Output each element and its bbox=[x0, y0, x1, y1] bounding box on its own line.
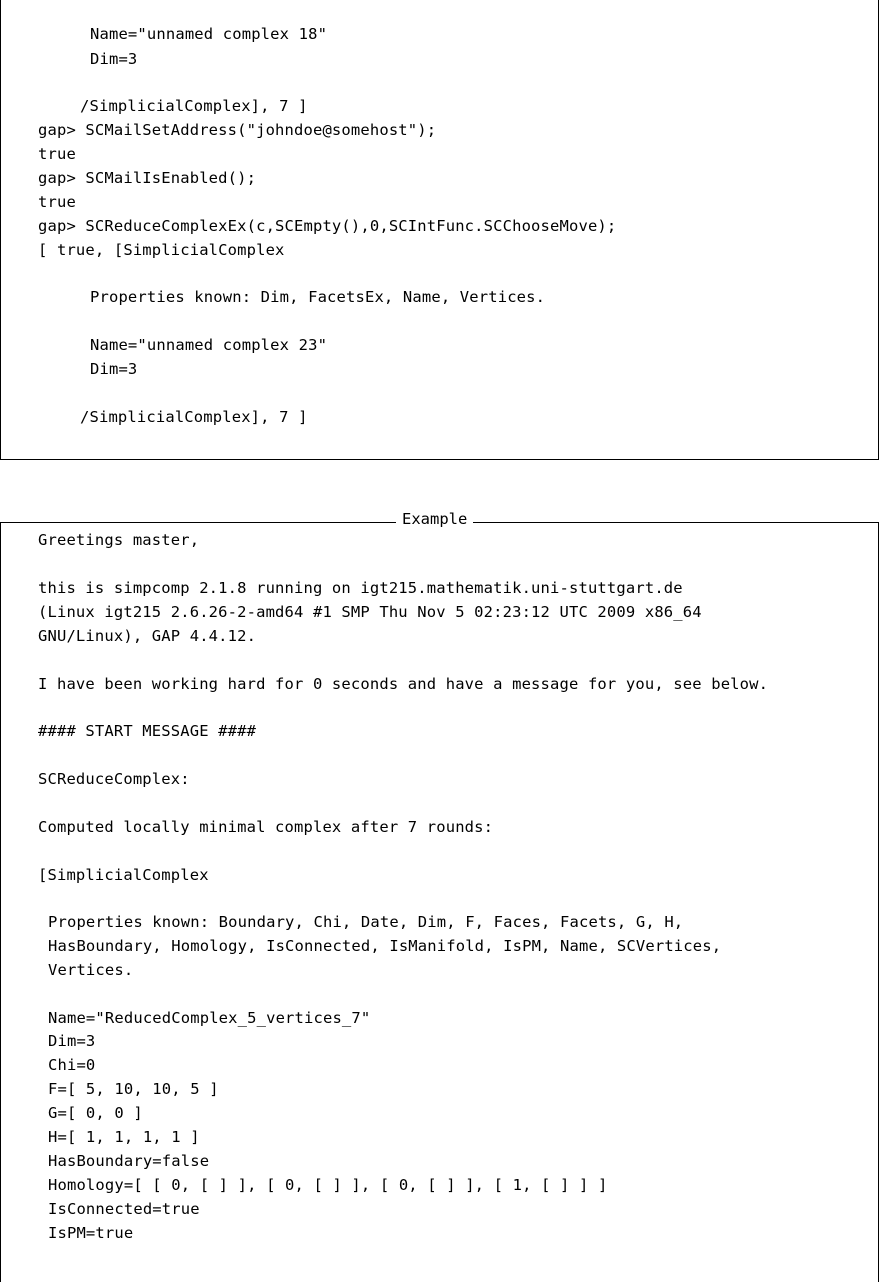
code-line: HasBoundary=false bbox=[48, 1152, 210, 1170]
code-line: SCReduceComplex: bbox=[38, 770, 190, 788]
code-line: true bbox=[38, 193, 76, 211]
code-line: this is simpcomp 2.1.8 running on igt215.mathematik.uni-stuttgart.de bbox=[38, 579, 683, 597]
code-line: Greetings master, bbox=[38, 531, 200, 549]
code-line: Dim=3 bbox=[90, 50, 138, 68]
code-line: Dim=3 bbox=[48, 1032, 96, 1050]
code-line: true bbox=[38, 145, 76, 163]
code-line: Properties known: Dim, FacetsEx, Name, Vertices. bbox=[90, 288, 546, 306]
code-line: G=[ 0, 0 ] bbox=[48, 1104, 143, 1122]
code-line: gap> SCMailIsEnabled(); bbox=[38, 169, 257, 187]
code-line: /SimplicialComplex], 7 ] bbox=[80, 408, 308, 426]
code-line: F=[ 5, 10, 10, 5 ] bbox=[48, 1080, 219, 1098]
code-line: Homology=[ [ 0, [ ] ], [ 0, [ ] ], [ 0, [ ] ], [ 1, [ ] ] ] bbox=[48, 1176, 608, 1194]
code-line: [SimplicialComplex bbox=[38, 866, 209, 884]
code-line: Chi=0 bbox=[48, 1056, 96, 1074]
code-line: gap> SCReduceComplexEx(c,SCEmpty(),0,SCIntFunc.SCChooseMove); bbox=[38, 217, 617, 235]
code-line: (Linux igt215 2.6.26-2-amd64 #1 SMP Thu Nov 5 02:23:12 UTC 2009 x86_64 bbox=[38, 603, 702, 621]
code-line: Name="ReducedComplex_5_vertices_7" bbox=[48, 1009, 371, 1027]
code-line: IsPM=true bbox=[48, 1224, 134, 1242]
code-line: gap> SCMailSetAddress("johndoe@somehost"); bbox=[38, 121, 437, 139]
code-line: #### START MESSAGE #### bbox=[38, 722, 257, 740]
code-line: H=[ 1, 1, 1, 1 ] bbox=[48, 1128, 200, 1146]
code-line: /SimplicialComplex], 7 ] bbox=[80, 97, 308, 115]
code-line: Vertices. bbox=[48, 961, 134, 979]
code-line: IsConnected=true bbox=[48, 1200, 200, 1218]
code-line: HasBoundary, Homology, IsConnected, IsManifold, IsPM, Name, SCVertices, bbox=[48, 937, 722, 955]
example-caption: Example bbox=[396, 509, 473, 529]
code-line: I have been working hard for 0 seconds and have a message for you, see below. bbox=[38, 675, 769, 693]
code-line: [ true, [SimplicialComplex bbox=[38, 241, 285, 259]
code-line: Dim=3 bbox=[90, 360, 138, 378]
code-line: Name="unnamed complex 23" bbox=[90, 336, 328, 354]
code-line: GNU/Linux), GAP 4.4.12. bbox=[38, 627, 257, 645]
code-line: Computed locally minimal complex after 7 rounds: bbox=[38, 818, 494, 836]
code-line: Properties known: Boundary, Chi, Date, Dim, F, Faces, Facets, G, H, bbox=[48, 913, 684, 931]
code-line: Name="unnamed complex 18" bbox=[90, 25, 328, 43]
